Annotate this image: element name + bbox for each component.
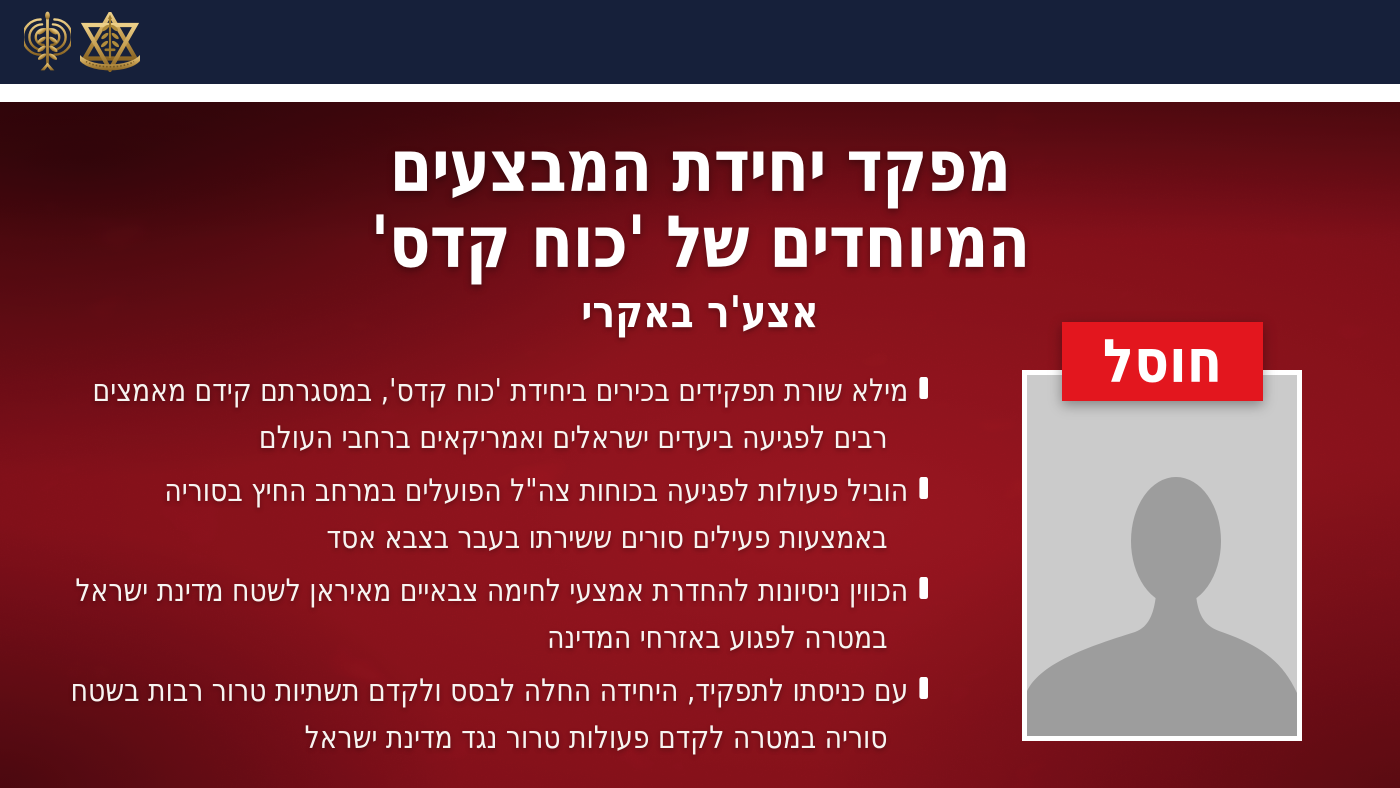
bullet-text: מילא שורת תפקידים בכירים ביחידת 'כוח קדס', במסגרתם קידם מאמצים רבים לפגיעה ביעדים ישראלים ואמריקאים ברחבי העולם — [92, 373, 909, 456]
bullet-text: הכווין ניסיונות להחדרת אמצעי לחימה צבאיים מאיראן לשטח מדינת ישראל במטרה לפגוע באזרחי המדינה — [75, 573, 909, 656]
status-badge-label: חוסל — [1102, 326, 1223, 397]
bullet-item — [68, 668, 928, 762]
status-badge — [1062, 322, 1263, 401]
bullet-marker-icon — [919, 477, 928, 499]
white-stripe-divider — [0, 84, 1400, 102]
anonymous-silhouette-icon — [1027, 375, 1297, 736]
portrait-frame — [1022, 370, 1302, 741]
idf-insignia-icon — [79, 12, 141, 72]
bullet-marker-icon — [919, 577, 928, 599]
bullet-list — [68, 368, 928, 768]
bullet-text: עם כניסתו לתפקיד, היחידה החלה לבסס ולקדם תשתיות טרור רבות בשטח סוריה במטרה לקדם פעולות טרור נגד מדינת ישראל — [70, 673, 909, 756]
bullet-marker-icon — [919, 677, 928, 699]
title-block — [98, 124, 1302, 338]
content-area — [0, 102, 1400, 788]
bullet-item — [68, 368, 928, 462]
page-title-line2: המיוחדים של 'כוח קדס' — [370, 200, 1030, 284]
subject-name: אצע'ר באקרי — [581, 287, 819, 338]
bullet-marker-icon — [919, 377, 928, 399]
header-bar — [0, 0, 1400, 84]
page-title-line1: מפקד יחידת המבצעים — [389, 124, 1011, 208]
bullet-item — [68, 568, 928, 662]
spokesperson-antenna-icon — [24, 10, 71, 74]
bullet-text: הוביל פעולות לפגיעה בכוחות צה"ל הפועלים במרחב החיץ בסוריה באמצעות פעילים סורים ששירתו בעבר בצבא אסד — [164, 473, 909, 556]
bullet-item — [68, 468, 928, 562]
